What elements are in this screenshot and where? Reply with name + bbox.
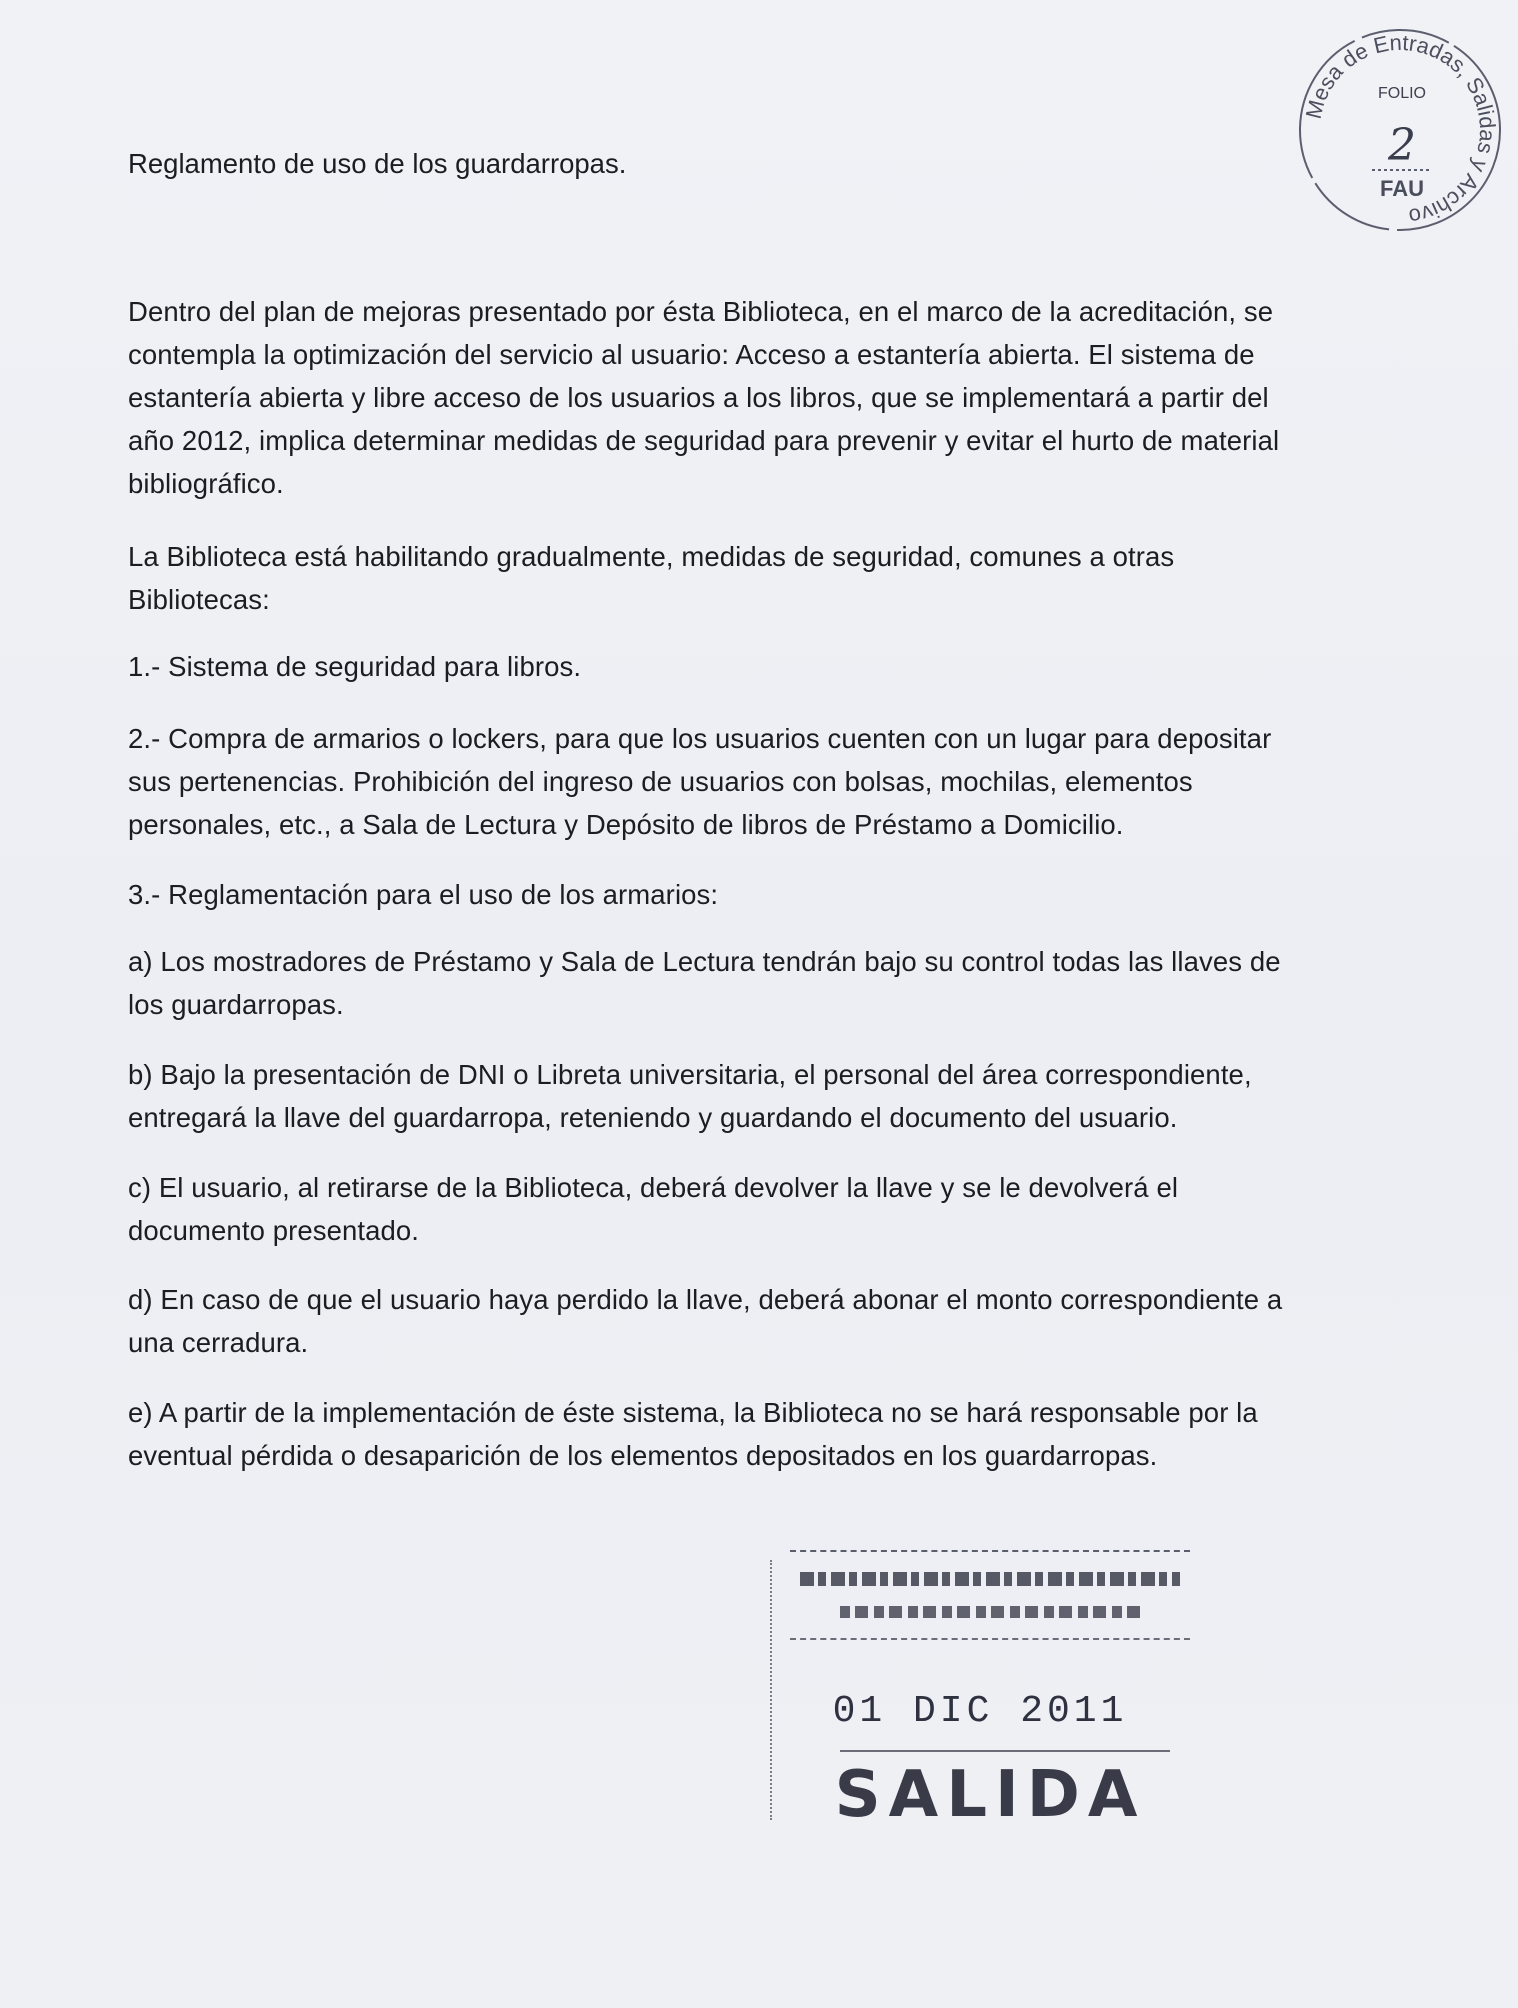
- list-item-3: 3.- Reglamentación para el uso de los armarios:: [128, 879, 719, 910]
- security-measures-paragraph: La Biblioteca está habilitando gradualmente, medidas de seguridad, comunes a otras Bibliotecas:: [128, 541, 1175, 615]
- rule-b: b) Bajo la presentación de DNI o Libreta universitaria, el personal del área correspondiente, entregará la llave del guardarropa, reteniendo y guardando el documento del usuario.: [128, 1059, 1252, 1133]
- stamp-salida-label: SALIDA: [834, 1758, 1146, 1832]
- folio-org: FAU: [1380, 176, 1424, 201]
- stamp-header-line-2: [840, 1606, 1140, 1618]
- folio-stamp-graphic: [1290, 20, 1510, 240]
- stamp-date-underline: [840, 1750, 1170, 1752]
- folio-stamp: [1290, 20, 1510, 240]
- stamp-header-line-1: [800, 1572, 1180, 1586]
- salida-stamp: [770, 1520, 1210, 1840]
- rule-c: c) El usuario, al retirarse de la Biblioteca, deberá devolver la llave y se le devolverá el documento presentado.: [128, 1172, 1179, 1246]
- stamp-divider: [790, 1638, 1190, 1640]
- list-item-2: 2.- Compra de armarios o lockers, para que los usuarios cuenten con un lugar para depositar sus pertenencias. Prohibición del ingreso de usuarios con bolsas, mochilas, elementos personales, etc., a Sala de Lectura y Depósito de libros de Préstamo a Domicilio.: [128, 723, 1272, 840]
- rule-e: e) A partir de la implementación de éste sistema, la Biblioteca no se hará responsable por la eventual pérdida o desaparición de los elementos depositados en los guardarropas.: [128, 1397, 1258, 1471]
- folio-ring-text: Mesa de Entradas, Salidas y Archivo: [1300, 29, 1501, 230]
- stamp-border-top: [790, 1550, 1190, 1552]
- intro-paragraph: Dentro del plan de mejoras presentado por ésta Biblioteca, en el marco de la acreditación, se contempla la optimización del servicio al usuario: Acceso a estantería abierta. El sistema de estantería abierta y libre acceso de los usuarios a los libros, que se implementará a partir del año 2012, implica determinar medidas de seguridad para prevenir y evitar el hurto de material bibliográfico.: [128, 296, 1280, 499]
- stamp-date: 01 DIC 2011: [832, 1690, 1128, 1733]
- rule-d: d) En caso de que el usuario haya perdido la llave, deberá abonar el monto correspondiente a una cerradura.: [128, 1284, 1283, 1358]
- folio-label: FOLIO: [1377, 85, 1427, 102]
- rule-a: a) Los mostradores de Préstamo y Sala de Lectura tendrán bajo su control todas las llaves de los guardarropas.: [128, 946, 1281, 1020]
- document-title: Reglamento de uso de los guardarropas.: [128, 148, 627, 179]
- list-item-1: 1.- Sistema de seguridad para libros.: [128, 651, 582, 682]
- folio-number: 2: [1388, 120, 1416, 171]
